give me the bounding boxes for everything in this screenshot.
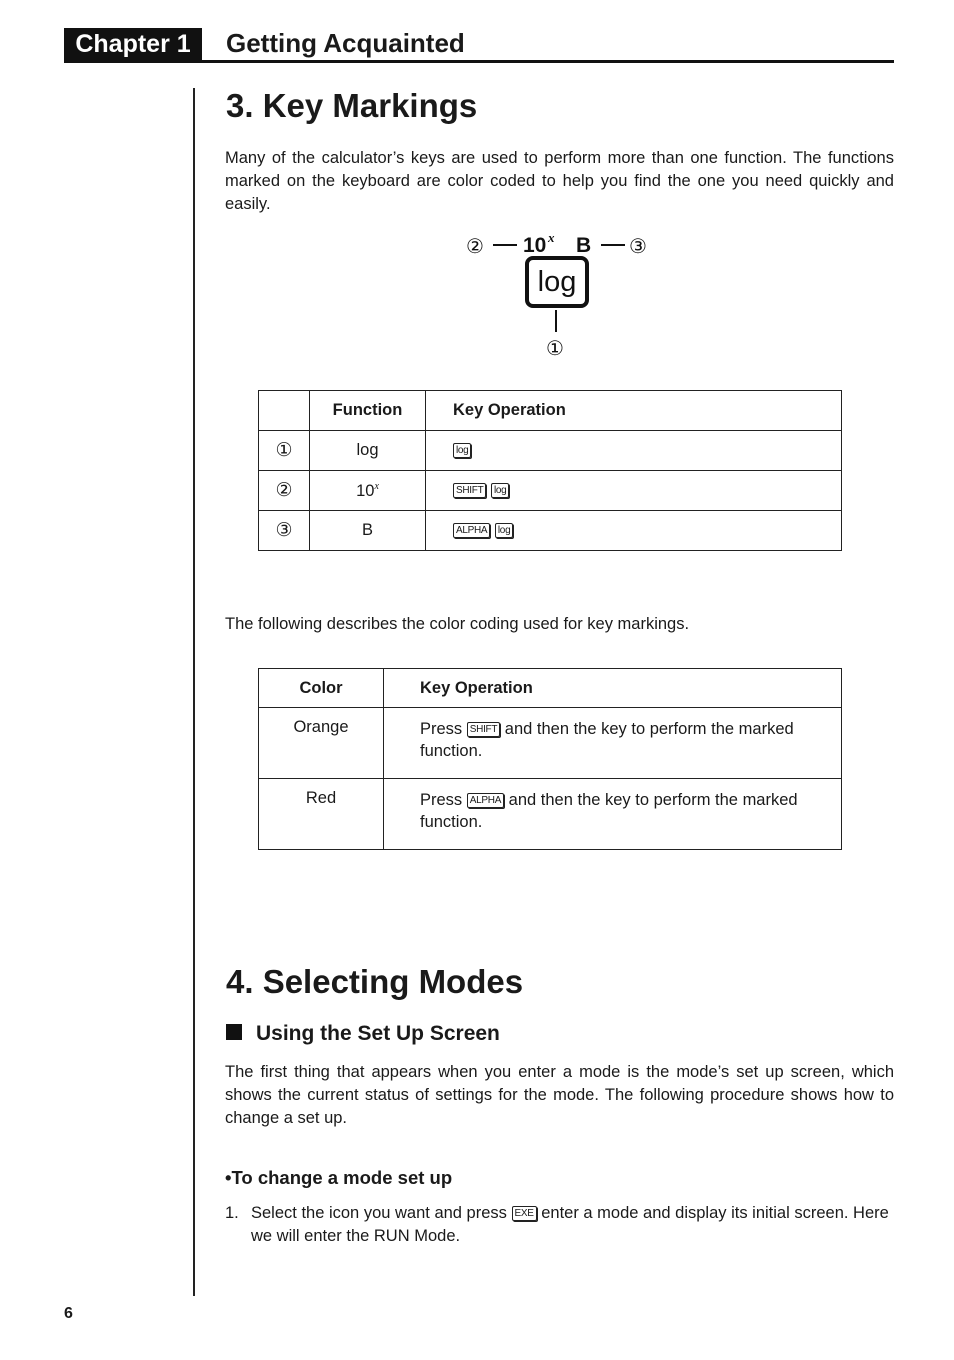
log-key-icon: log — [453, 443, 471, 458]
table-row — [259, 471, 842, 511]
alpha-key-icon: ALPHA — [467, 793, 504, 808]
color-table — [258, 668, 842, 850]
callout-2: ② — [466, 234, 484, 258]
header-cell-key-operation: Key Operation — [384, 669, 842, 708]
header-cell-num — [259, 391, 310, 431]
header-rule — [64, 60, 894, 63]
procedure-step — [225, 1202, 894, 1248]
square-bullet-icon — [226, 1024, 242, 1040]
key-diagram — [455, 228, 665, 368]
exponent: x — [374, 480, 379, 492]
row-number: ① — [259, 431, 310, 471]
header-cell-key-operation: Key Operation — [426, 391, 842, 431]
header-cell-color: Color — [259, 669, 384, 708]
procedure-title: •To change a mode set up — [225, 1167, 453, 1188]
subsection-heading: Using the Set Up Screen — [226, 1021, 500, 1047]
color-cell: Orange — [259, 708, 384, 779]
step-number: 1. — [225, 1204, 239, 1222]
color-cell: Red — [259, 779, 384, 850]
table-row — [259, 511, 842, 551]
table-row — [259, 708, 842, 779]
upper-label-shift: 10 — [523, 234, 547, 257]
log-key-icon: log — [495, 523, 513, 538]
section-3-intro: Many of the calculator’s keys are used to perform more than one function. The functions marked on the keyboard are color coded to help you find the one you need quickly and easily. — [225, 149, 894, 213]
key-operation-cell — [426, 511, 842, 551]
chapter-label: Chapter 1 — [64, 28, 202, 60]
function-table — [258, 390, 842, 551]
margin-rule — [193, 88, 195, 1296]
exe-key-icon: EXE — [512, 1206, 537, 1221]
function-cell: 10$^x$ — [310, 471, 426, 511]
shift-key-icon: SHIFT — [453, 483, 486, 498]
color-coding-intro: The following describes the color coding used for key markings. — [225, 615, 690, 633]
section-4-intro: The first thing that appears when you enter a mode is the mode’s set up screen, which shows the current status of settings for the mode. The following procedure shows how to change a set up. — [225, 1063, 894, 1127]
key-operation-cell — [426, 471, 842, 511]
callout-1: ① — [546, 336, 564, 360]
header-cell-function: Function — [310, 391, 426, 431]
table-row — [259, 779, 842, 850]
row-number: ③ — [259, 511, 310, 551]
function-cell: log — [310, 431, 426, 471]
upper-label-exponent: x — [548, 230, 555, 245]
key-operation-cell — [426, 431, 842, 471]
callout-3: ③ — [629, 234, 647, 258]
upper-label-alpha: B — [576, 234, 592, 257]
shift-key-icon: SHIFT — [467, 722, 500, 737]
page-number: 6 — [64, 1305, 73, 1322]
alpha-key-icon: ALPHA — [453, 523, 490, 538]
table-header-row — [259, 669, 842, 708]
section-4-title: 4. Selecting Modes — [226, 963, 524, 1000]
log-key-label: log — [537, 266, 577, 298]
step-text: Select the icon you want and press EXE enter a mode and display its initial screen. Here we will enter the RUN Mode. — [251, 1204, 889, 1245]
log-key-icon: log — [491, 483, 509, 498]
key-operation-cell: Press SHIFT and then the key to perform the marked function. — [384, 708, 842, 779]
section-3-title: 3. Key Markings — [226, 87, 478, 124]
key-operation-cell: Press ALPHA and then the key to perform the marked function. — [384, 779, 842, 850]
table-header-row — [259, 391, 842, 431]
key-diagram-svg — [455, 228, 665, 368]
row-number: ② — [259, 471, 310, 511]
table-row — [259, 431, 842, 471]
function-cell: B — [310, 511, 426, 551]
chapter-title: Getting Acquainted — [226, 28, 465, 58]
